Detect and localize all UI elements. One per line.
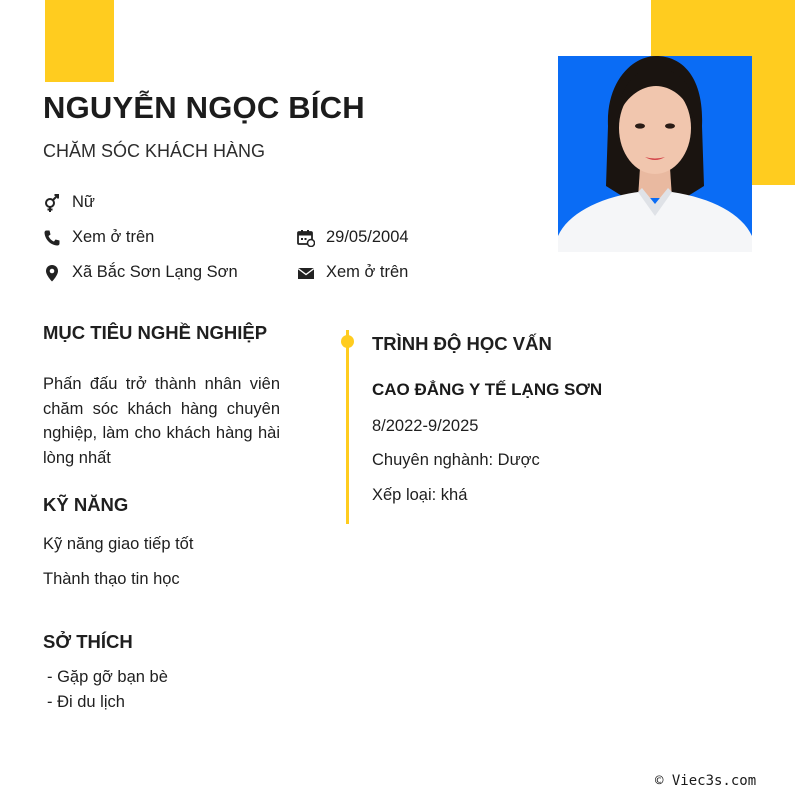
skill-item: Thành thạo tin học: [43, 570, 180, 588]
hobby-item: - Đi du lịch: [47, 693, 125, 711]
info-phone: [43, 228, 154, 247]
education-timeline-line: [346, 330, 349, 524]
education-period: 8/2022-9/2025: [372, 417, 479, 435]
info-birthday: [297, 228, 409, 247]
hobby-item: - Gặp gỡ bạn bè: [47, 668, 168, 686]
decor-block-left: [45, 0, 114, 82]
info-gender: [43, 193, 95, 212]
education-rank: Xếp loại: khá: [372, 486, 468, 504]
birthday-value: 29/05/2004: [326, 228, 409, 246]
gender-icon: [43, 194, 61, 212]
info-address: [43, 263, 238, 282]
candidate-role: CHĂM SÓC KHÁCH HÀNG: [43, 141, 266, 161]
gender-value: Nữ: [72, 193, 95, 211]
envelope-icon: [297, 264, 315, 282]
skill-item: Kỹ năng giao tiếp tốt: [43, 535, 194, 553]
objective-title: MỤC TIÊU NGHỀ NGHIỆP: [43, 322, 268, 343]
info-email: [297, 263, 408, 282]
footer-credit: © Viec3s.com: [655, 773, 757, 789]
candidate-name: NGUYỄN NGỌC BÍCH: [43, 90, 365, 125]
education-timeline-dot: [341, 335, 354, 348]
phone-value: Xem ở trên: [72, 228, 155, 246]
education-major: Chuyên nghành: Dược: [372, 451, 540, 469]
objective-text: Phấn đấu trở thành nhân viên chăm sóc khách hàng chuyên nghiệp, làm cho khách hàng hài lòng nhất: [43, 375, 280, 467]
email-value: Xem ở trên: [326, 263, 409, 281]
address-value: Xã Bắc Sơn Lạng Sơn: [72, 263, 238, 281]
education-title: TRÌNH ĐỘ HỌC VẤN: [372, 333, 552, 354]
calendar-icon: [297, 229, 315, 247]
education-school: CAO ĐẲNG Y TẾ LẠNG SƠN: [372, 380, 603, 399]
phone-icon: [43, 229, 61, 247]
skills-title: KỸ NĂNG: [43, 494, 129, 515]
location-pin-icon: [43, 264, 61, 282]
hobbies-title: SỞ THÍCH: [43, 631, 133, 652]
profile-photo: [558, 56, 752, 252]
